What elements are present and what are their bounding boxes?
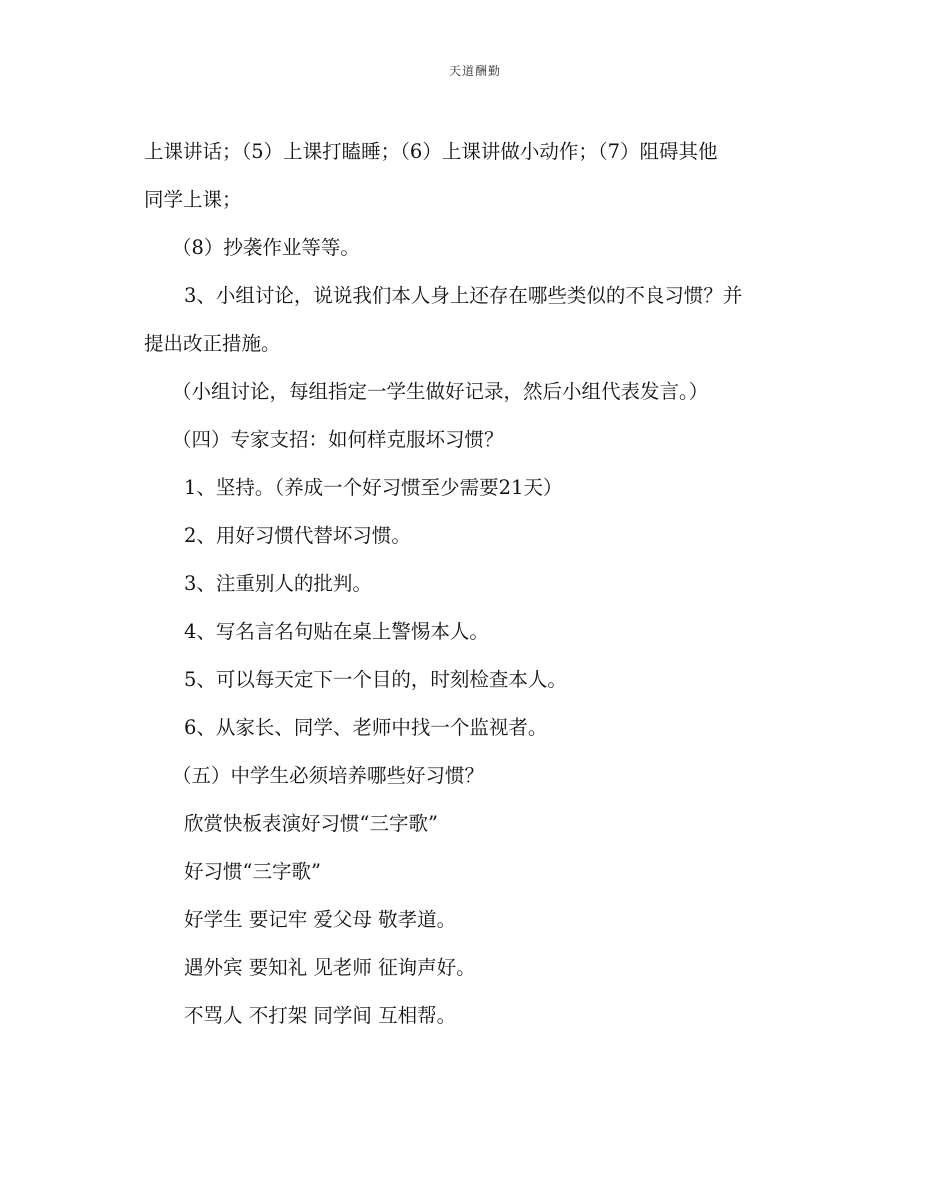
verse-line: 遇外宾 要知礼 见老师 征询声好。 xyxy=(184,956,476,979)
paragraph-line: 欣赏快板表演好习惯“三字歌” xyxy=(184,812,438,835)
list-item: 2、用好习惯代替坏习惯。 xyxy=(184,524,411,547)
paragraph-line: 提出改正措施。 xyxy=(144,332,281,355)
list-item: 3、注重别人的批判。 xyxy=(184,572,372,595)
list-item: 4、写名言名句贴在桌上警惕本人。 xyxy=(184,620,489,643)
list-item: 6、从家长、同学、老师中找一个监视者。 xyxy=(184,716,548,739)
paragraph-line: 上课讲话；（5）上课打瞌睡；（6）上课讲做小动作；（7）阻碍其他 xyxy=(144,140,718,163)
section-heading: （四）专家支招：如何样克服坏习惯？ xyxy=(172,428,504,451)
paragraph-line: （小组讨论，每组指定一学生做好记录，然后小组代表发言。） xyxy=(172,380,709,403)
list-item: 5、可以每天定下一个目的，时刻检查本人。 xyxy=(184,668,567,691)
document-body xyxy=(144,128,814,1040)
paragraph-line: 同学上课； xyxy=(144,188,242,211)
paragraph-line: 好习惯“三字歌” xyxy=(184,860,321,883)
list-item: 1、坚持。（养成一个好习惯至少需要21天） xyxy=(184,476,563,499)
page-header: 天道酬勤 xyxy=(448,64,501,78)
verse-line: 好学生 要记牢 爱父母 敬孝道。 xyxy=(184,908,457,931)
paragraph-line: （8）抄袭作业等等。 xyxy=(172,236,360,259)
section-heading: （五）中学生必须培养哪些好习惯？ xyxy=(172,764,485,787)
verse-line: 不骂人 不打架 同学间 互相帮。 xyxy=(184,1004,457,1027)
paragraph-line: 3、小组讨论，说说我们本人身上还存在哪些类似的不良习惯？并 xyxy=(184,284,743,307)
